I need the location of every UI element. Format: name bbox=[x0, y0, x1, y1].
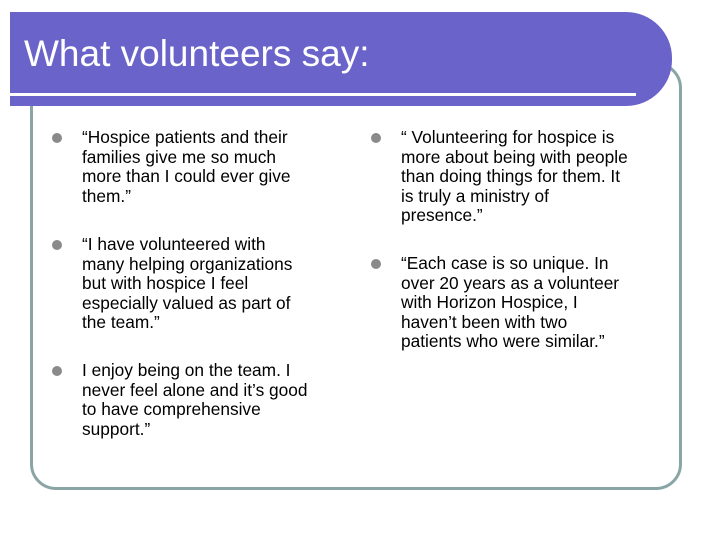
bullet-dot-icon bbox=[52, 240, 62, 250]
bullet-dot-icon bbox=[52, 133, 62, 143]
bullet-item-left-3 bbox=[82, 361, 307, 439]
bullet-item-left-2 bbox=[82, 235, 292, 333]
bullet-text: “Hospice patients and their families give me so much more than I could ever give them.” bbox=[82, 127, 291, 206]
slide-title: What volunteers say: bbox=[24, 33, 370, 74]
bullet-dot-icon bbox=[371, 133, 381, 143]
bullet-item-left-1 bbox=[82, 128, 290, 206]
bullet-text: “I have volunteered with many helping organizations but with hospice I feel especially valued as part of the team.” bbox=[82, 234, 293, 333]
bullet-dot-icon bbox=[371, 259, 381, 269]
bullet-text: “ Volunteering for hospice is more about being with people than doing things for them. It is truly a ministry of presence.” bbox=[401, 127, 628, 226]
bullet-item-right-2 bbox=[401, 254, 619, 352]
bullet-item-right-1 bbox=[401, 128, 628, 226]
bullet-text: I enjoy being on the team. I never feel alone and it’s good to have comprehensive support.” bbox=[82, 360, 308, 439]
bullet-dot-icon bbox=[52, 366, 62, 376]
title-underline bbox=[10, 93, 636, 96]
bullet-text: “Each case is so unique. In over 20 years as a volunteer with Horizon Hospice, I haven’t been with two patients who were similar.” bbox=[401, 253, 620, 352]
